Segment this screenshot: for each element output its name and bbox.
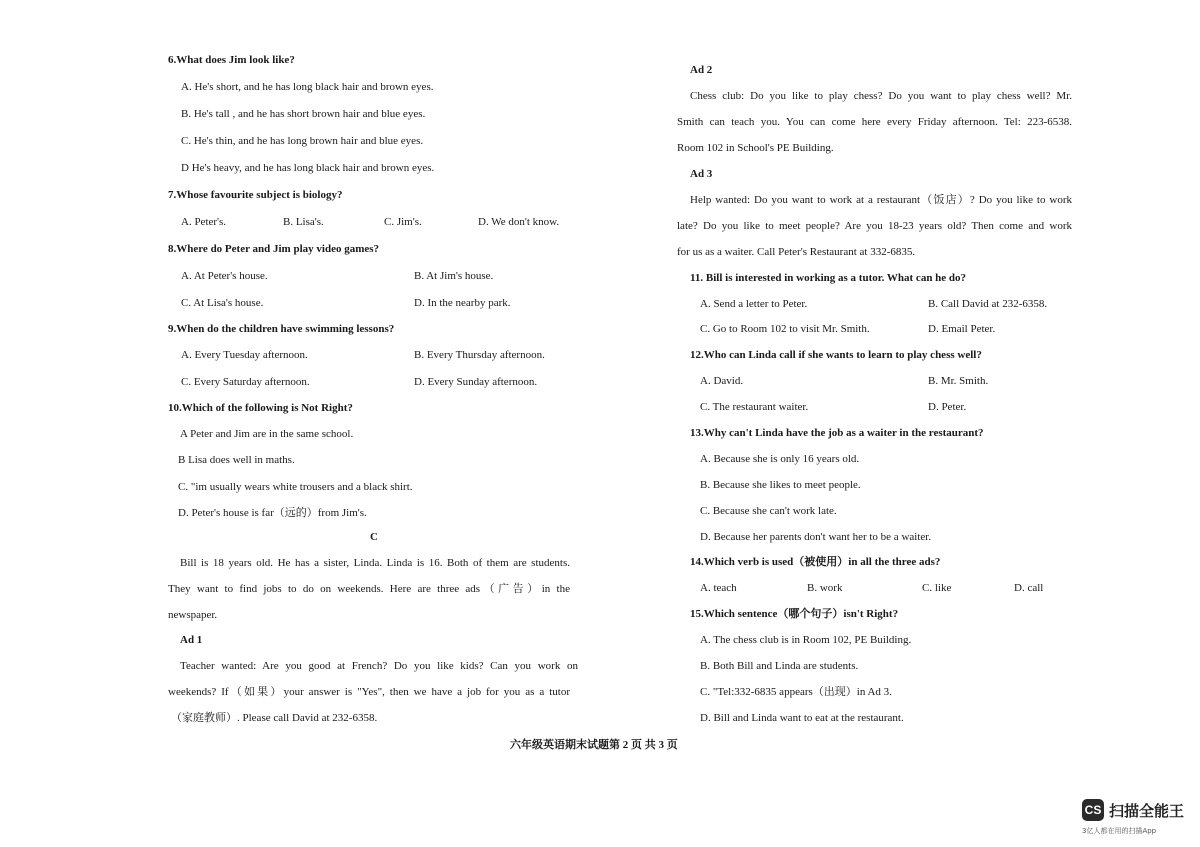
option-7a: A. Peter's. <box>181 216 227 228</box>
option-12a: A. David. <box>700 375 744 387</box>
option-7d: D. We don't know. <box>478 216 560 228</box>
ad1-title: Ad 1 <box>180 634 203 646</box>
option-14a: A. teach <box>700 582 737 594</box>
option-12b: B. Mr. Smith. <box>928 375 989 387</box>
option-13a: A. Because she is only 16 years old. <box>700 453 860 465</box>
option-14c: C. like <box>922 582 952 594</box>
option-8c: C. At Lisa's house. <box>181 297 264 309</box>
ad1-line-2: weekends? If（如果）your answer is "Yes", then we have a job for you as a tutor <box>168 686 570 698</box>
option-15d: D. Bill and Linda want to eat at the restaurant. <box>700 712 904 724</box>
question-7: 7.Whose favourite subject is biology? <box>168 189 343 201</box>
passage-line-2: They want to find jobs to do on weekends. Here are three ads（广告）in the <box>168 583 570 595</box>
ad1-line-1: Teacher wanted: Are you good at French? Do you like kids? Can you work on <box>180 660 578 672</box>
option-12c: C. The restaurant waiter. <box>700 401 809 413</box>
ad2-line-1: Chess club: Do you like to play chess? Do you want to play chess well? Mr. <box>690 90 1072 102</box>
option-8a: A. At Peter's house. <box>181 270 268 282</box>
option-15b: B. Both Bill and Linda are students. <box>700 660 859 672</box>
page-footer: 六年级英语期末试题第 2 页 共 3 页 <box>510 739 678 751</box>
option-7c: C. Jim's. <box>384 216 422 228</box>
option-12d: D. Peter. <box>928 401 967 413</box>
question-8: 8.Where do Peter and Jim play video games? <box>168 243 380 255</box>
cs-logo-icon: CS <box>1082 799 1104 821</box>
option-13d: D. Because her parents don't want her to be a waiter. <box>700 531 932 543</box>
scanner-tagline: 3亿人都在用的扫描App <box>1082 827 1157 835</box>
scanner-brand: 扫描全能王 <box>1109 801 1185 820</box>
option-9a: A. Every Tuesday afternoon. <box>181 349 308 361</box>
ad2-line-2: Smith can teach you. You can come here every Friday afternoon. Tel: 223-6538. <box>677 116 1072 128</box>
option-9b: B. Every Thursday afternoon. <box>414 349 545 361</box>
ad1-line-3: （家庭教师）. Please call David at 232-6358. <box>171 712 378 724</box>
question-11: 11. Bill is interested in working as a tutor. What can he do? <box>690 272 967 284</box>
scanner-watermark <box>1082 799 1184 821</box>
option-10d: D. Peter's house is far（远的）from Jim's. <box>178 507 367 519</box>
question-12: 12.Who can Linda call if she wants to learn to play chess well? <box>690 349 982 361</box>
question-14: 14.Which verb is used（被使用）in all the three ads? <box>690 556 941 568</box>
option-9c: C. Every Saturday afternoon. <box>181 376 310 388</box>
option-15a: A. The chess club is in Room 102, PE Building. <box>700 634 912 646</box>
option-10c: C. "im usually wears white trousers and a black shirt. <box>178 481 413 493</box>
option-11c: C. Go to Room 102 to visit Mr. Smith. <box>700 323 870 335</box>
passage-line-1: Bill is 18 years old. He has a sister, Linda. Linda is 16. Both of them are students. <box>180 557 570 569</box>
option-13c: C. Because she can't work late. <box>700 505 837 517</box>
option-6d: D He's heavy, and he has long black hair and brown eyes. <box>181 162 435 174</box>
question-9: 9.When do the children have swimming lessons? <box>168 323 395 335</box>
option-14d: D. call <box>1014 582 1044 594</box>
ad3-line-2: late? Do you like to meet people? Are you 18-23 years old? Then come and work <box>677 220 1072 232</box>
passage-line-3: newspaper. <box>168 609 218 621</box>
option-11a: A. Send a letter to Peter. <box>700 298 808 310</box>
option-9d: D. Every Sunday afternoon. <box>414 376 538 388</box>
option-11d: D. Email Peter. <box>928 323 996 335</box>
question-6: 6.What does Jim look like? <box>168 54 295 66</box>
option-10a: A Peter and Jim are in the same school. <box>180 428 354 440</box>
option-8d: D. In the nearby park. <box>414 297 511 309</box>
option-13b: B. Because she likes to meet people. <box>700 479 861 491</box>
option-6b: B. He's tall , and he has short brown hair and blue eyes. <box>181 108 426 120</box>
question-13: 13.Why can't Linda have the job as a waiter in the restaurant? <box>690 427 984 439</box>
option-7b: B. Lisa's. <box>283 216 324 228</box>
ad2-line-3: Room 102 in School's PE Building. <box>677 142 834 154</box>
ad3-title: Ad 3 <box>690 168 713 180</box>
ad3-line-1: Help wanted: Do you want to work at a restaurant（饭店）? Do you like to work <box>690 194 1072 206</box>
question-15: 15.Which sentence（哪个句子）isn't Right? <box>690 608 899 620</box>
ad3-line-3: for us as a waiter. Call Peter's Restaurant at 332-6835. <box>677 246 916 258</box>
option-14b: B. work <box>807 582 843 594</box>
question-10: 10.Which of the following is Not Right? <box>168 402 353 414</box>
option-11b: B. Call David at 232-6358. <box>928 298 1048 310</box>
option-6a: A. He's short, and he has long black hair and brown eyes. <box>181 81 434 93</box>
section-c-heading: C <box>370 531 378 543</box>
ad2-title: Ad 2 <box>690 64 713 76</box>
option-6c: C. He's thin, and he has long brown hair and blue eyes. <box>181 135 424 147</box>
option-8b: B. At Jim's house. <box>414 270 494 282</box>
option-10b: B Lisa does well in maths. <box>178 454 295 466</box>
option-15c: C. "Tel:332-6835 appears（出现）in Ad 3. <box>700 686 892 698</box>
